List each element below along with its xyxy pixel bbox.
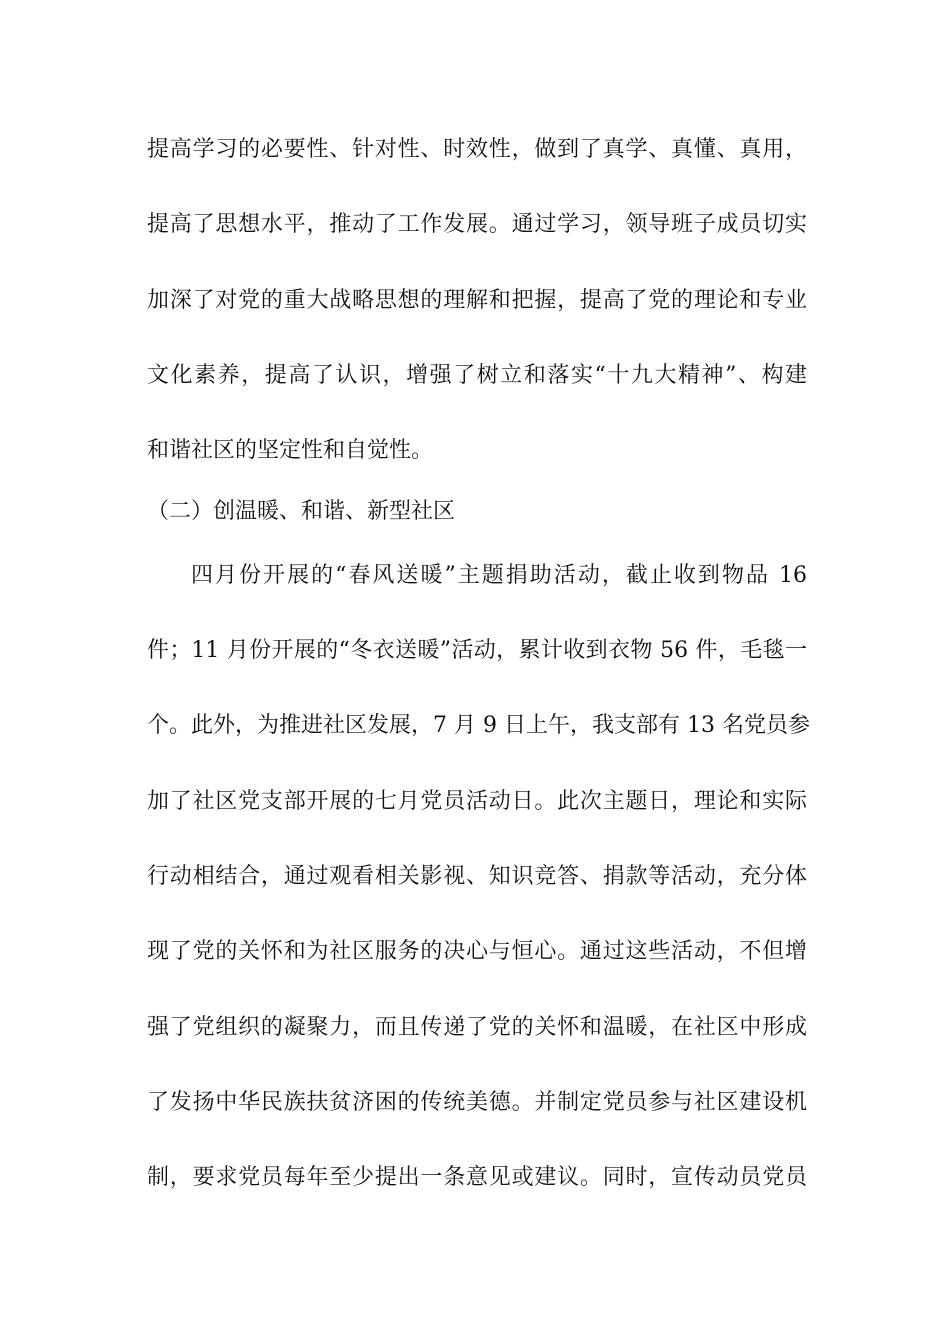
paragraph-1-line-4: 文化素养，提高了认识，增强了树立和落实“十九大精神”、构建 [147, 363, 807, 388]
paragraph-2-line-3: 个。此外，为推进社区发展，7 月 9 日上午，我支部有 13 名党员参 [147, 713, 810, 738]
paragraph-2-line-2: 件；11 月份开展的“冬衣送暖”活动，累计收到衣物 56 件，毛毯一 [147, 638, 807, 663]
paragraph-2-line-6: 现了党的关怀和为社区服务的决心与恒心。通过这些活动，不但增 [147, 939, 807, 964]
paragraph-2-line-5: 行动相结合，通过观看相关影视、知识竞答、捐款等活动，充分体 [147, 864, 807, 889]
paragraph-2-line-7: 强了党组织的凝聚力，而且传递了党的关怀和温暖，在社区中形成 [147, 1015, 807, 1040]
paragraph-2-line-4: 加了社区党支部开展的七月党员活动日。此次主题日，理论和实际 [147, 789, 807, 814]
paragraph-1-line-2: 提高了思想水平，推动了工作发展。通过学习，领导班子成员切实 [147, 212, 807, 237]
paragraph-2-line-8: 了发扬中华民族扶贫济困的传统美德。并制定党员参与社区建设机 [147, 1090, 807, 1115]
paragraph-1-line-3: 加深了对党的重大战略思想的理解和把握，提高了党的理论和专业 [147, 288, 807, 313]
paragraph-1-line-1: 提高学习的必要性、针对性、时效性，做到了真学、真懂、真用， [147, 137, 807, 162]
paragraph-1-line-5: 和谐社区的坚定性和自觉性。 [147, 438, 434, 463]
section-heading: （二）创温暖、和谐、新型社区 [147, 499, 456, 524]
paragraph-2-line-1: 四月份开展的“春风送暖”主题捐助活动，截止收到物品 16 [191, 563, 807, 588]
paragraph-2-line-9: 制，要求党员每年至少提出一条意见或建议。同时，宣传动员党员 [147, 1165, 807, 1190]
